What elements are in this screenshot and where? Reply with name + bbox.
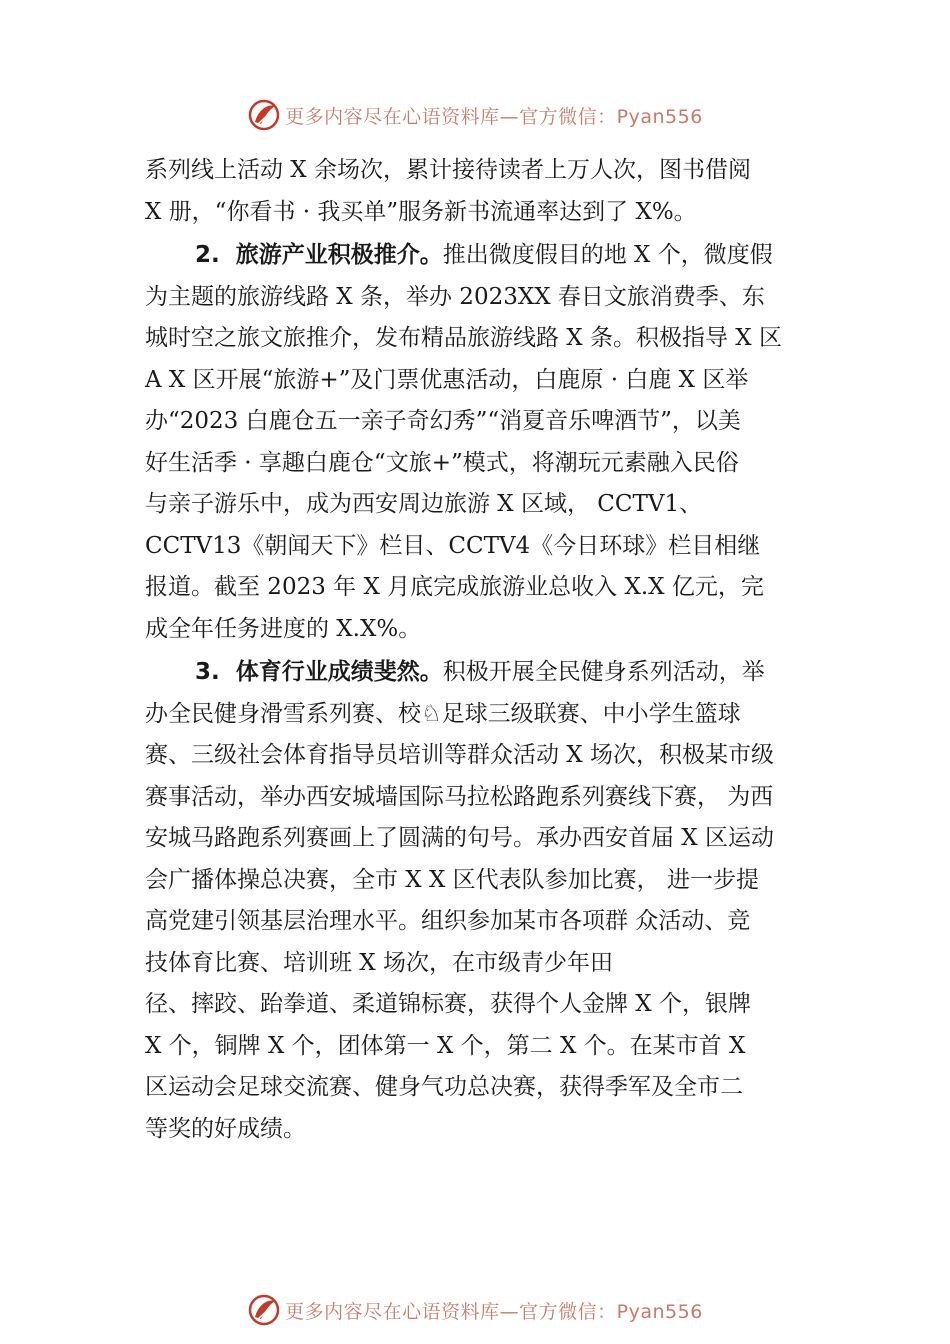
watermark-wechat-id: Pyan556 bbox=[616, 1300, 703, 1323]
text-line: 区运动会足球交流赛、健身气功总决赛，获得季军及全市二 bbox=[145, 1074, 743, 1100]
watermark-logo-icon bbox=[247, 98, 281, 132]
paragraph-tourism bbox=[145, 235, 845, 650]
section-number: 3. bbox=[195, 659, 220, 685]
watermark-text: 更多内容尽在心语资料库—官方微信：Pyan556 bbox=[285, 105, 703, 128]
text-line: 安城马路跑系列赛画上了圆满的句号。承办西安首届 X 区运动 bbox=[145, 825, 774, 851]
text-line: 技体育比赛、培训班 X 场次，在市级青少年田 bbox=[145, 949, 613, 976]
watermark-logo-icon bbox=[247, 1293, 281, 1327]
text-line: A X 区开展“旅游+”及门票优惠活动，白鹿原 · 白鹿 X 区举 bbox=[145, 366, 749, 393]
paragraph-library bbox=[145, 150, 845, 233]
paragraph-sports bbox=[145, 652, 845, 1150]
watermark-wechat-id: Pyan556 bbox=[616, 105, 703, 128]
text-line: 赛、三级社会体育指导员培训等群众活动 X 场次，积极某市级 bbox=[145, 742, 774, 768]
text-line: 与亲子游乐中，成为西安周边旅游 X 区域， CCTV1、 bbox=[145, 491, 703, 517]
text-line: 办全民健身滑雪系列赛、校♘足球三级联赛、中小学生篮球 bbox=[145, 700, 741, 727]
text-line: 等奖的好成绩。 bbox=[145, 1115, 306, 1142]
text-line: 成全年任务进度的 X.X%。 bbox=[145, 615, 422, 642]
text-line: 为主题的旅游线路 X 条，举办 2023XX 春日文旅消费季、东 bbox=[145, 283, 765, 310]
text-line: 办“2023 白鹿仓五一亲子奇幻秀”“消夏音乐啤酒节”，以美 bbox=[145, 408, 741, 434]
document-body bbox=[145, 150, 845, 1152]
paragraph-first-line bbox=[145, 235, 845, 277]
text-line: 会广播体操总决赛，全市 X X 区代表队参加比赛， 进一步提 bbox=[145, 866, 759, 893]
text-line: 赛事活动，举办西安城墙国际马拉松路跑系列赛线下赛， 为西 bbox=[145, 783, 774, 810]
text-line: X 册，“你看书 · 我买单”服务新书流通率达到了 X%。 bbox=[145, 198, 697, 225]
text-line: 好生活季 · 享趣白鹿仓“文旅+”模式，将潮玩元素融入民俗 bbox=[145, 449, 739, 476]
section-lead-text: 推出微度假目的地 X 个，微度假 bbox=[442, 242, 773, 268]
section-heading: 旅游产业积极推介。 bbox=[235, 242, 443, 268]
section-heading: 体育行业成绩斐然。 bbox=[235, 659, 443, 685]
text-line: X 个，铜牌 X 个，团体第一 X 个，第二 X 个。在某市首 X bbox=[145, 1032, 746, 1059]
watermark-header bbox=[0, 95, 950, 135]
text-line: 径、摔跤、跆拳道、柔道锦标赛，获得个人金牌 X 个，银牌 bbox=[145, 991, 751, 1017]
watermark-footer bbox=[0, 1290, 950, 1330]
section-lead-text: 积极开展全民健身系列活动，举 bbox=[442, 659, 765, 685]
text-line: CCTV13《朝闻天下》栏目、CCTV4《今日环球》栏目相继 bbox=[145, 532, 761, 559]
section-number: 2. bbox=[195, 242, 220, 268]
text-line: 报道。截至 2023 年 X 月底完成旅游业总收入 X.X 亿元，完 bbox=[145, 574, 764, 600]
text-line: 系列线上活动 X 余场次，累计接待读者上万人次，图书借阅 bbox=[145, 157, 751, 183]
watermark-text: 更多内容尽在心语资料库—官方微信：Pyan556 bbox=[285, 1300, 703, 1323]
paragraph-first-line bbox=[145, 652, 845, 694]
text-line: 高党建引领基层治理水平。组织参加某市各项群 众活动、竞 bbox=[145, 908, 751, 934]
text-line: 城时空之旅文旅推介，发布精品旅游线路 X 条。积极指导 X 区 bbox=[145, 325, 782, 351]
